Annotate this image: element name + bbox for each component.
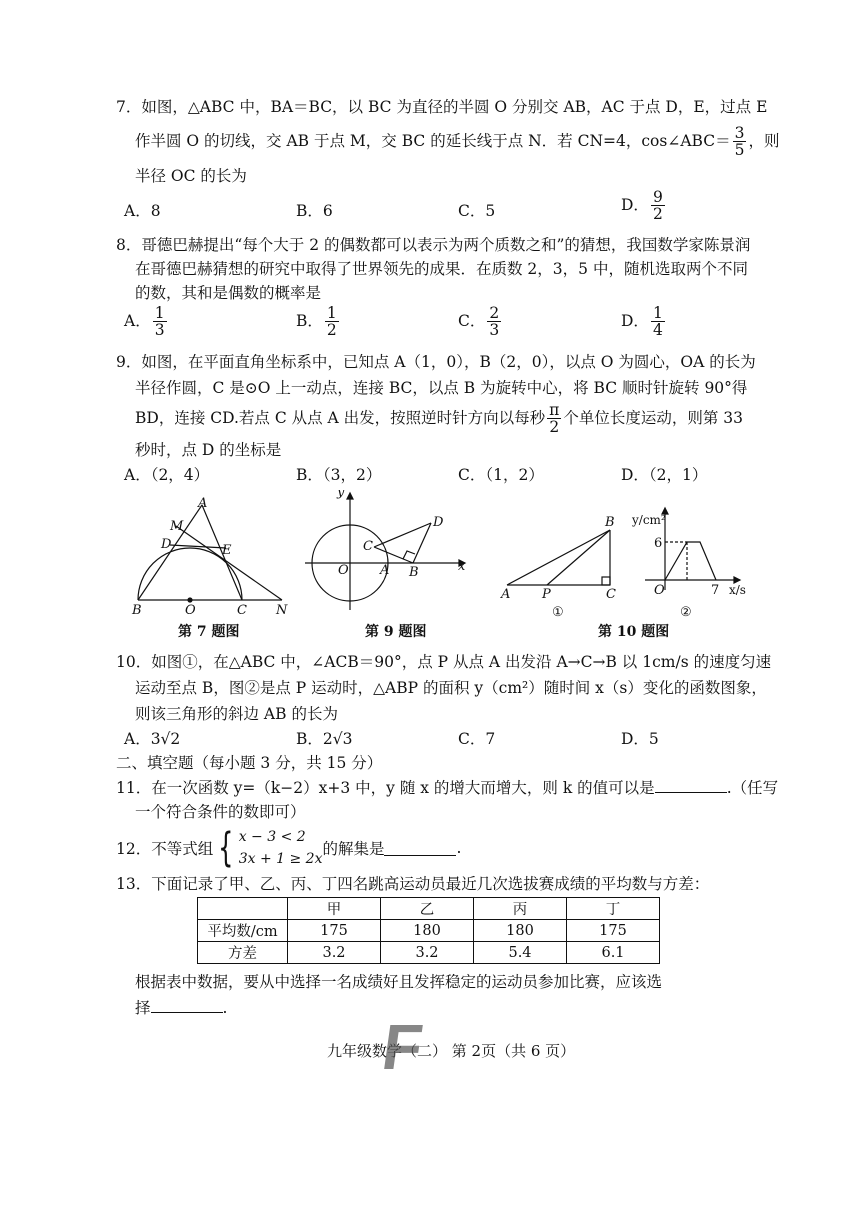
caption-fig7: 第 7 题图 xyxy=(178,624,240,640)
q7-line1: 7．如图，△ABC 中，BA＝BC，以 BC 为直径的半圆 O 分别交 AB，AC 于点 D，E，过点 E xyxy=(116,98,768,116)
f10b-tick-7: 7 xyxy=(711,583,720,598)
q8-line2: 在哥德巴赫猜想的研究中取得了世界领先的成果．在质数 2，3，5 中，随机选取两个不同 xyxy=(135,260,748,278)
q10-line1: 10．如图①，在△ABC 中，∠ACB＝90°，点 P 从点 A 出发沿 A→C→B 以 1cm/s 的速度匀速 xyxy=(116,653,772,671)
q7-option-a: A．8 xyxy=(124,202,161,220)
table-cell: 175 xyxy=(567,920,660,942)
table-cell: 丙 xyxy=(474,898,567,920)
f10a-label-b: B xyxy=(605,515,615,530)
q7-line2: 作半圆 O 的切线，交 AB 于点 M，交 BC 的延长线于点 N．若 CN=4，cos∠ABC＝ $\frac{3}{5}$ ，则 xyxy=(135,124,780,160)
table-row xyxy=(198,942,660,964)
f7-label-a: A xyxy=(198,496,208,511)
figure-9 xyxy=(305,490,466,640)
f9-label-d: D xyxy=(433,515,444,530)
section-heading: 二、填空题（每小题 3 分，共 15 分） xyxy=(116,754,383,772)
table-cell: 3.2 xyxy=(288,942,381,964)
f7-label-o: O xyxy=(185,603,196,618)
q7-option-c: C．5 xyxy=(458,202,496,220)
f10a-label-c: C xyxy=(606,587,616,602)
f7-label-n: N xyxy=(276,603,288,618)
q8-line1: 8．哥德巴赫提出“每个大于 2 的偶数都可以表示为两个质数之和”的猜想，我国数学家陈景润 xyxy=(116,236,751,254)
figures-row xyxy=(120,490,760,640)
q13-answer-blank[interactable] xyxy=(151,998,223,1013)
caption-fig10: 第 10 题图 xyxy=(598,624,670,640)
q9-line4: 秒时，点 D 的坐标是 xyxy=(135,441,282,459)
q7-option-b: B．6 xyxy=(296,202,333,220)
table-cell: 180 xyxy=(381,920,474,942)
q12-line: 12．不等式组 { x − 3 < 2 3x + 1 ≥ 2x 的解集是 . xyxy=(116,825,462,871)
caption-fig9: 第 9 题图 xyxy=(365,624,427,640)
page-footer: 九年级数学（二） 第 2页（共 6 页） xyxy=(327,1042,576,1060)
f9-label-y: y xyxy=(337,490,345,500)
f7-label-e: E xyxy=(222,543,232,558)
q10-option-d: D．5 xyxy=(621,730,659,748)
q8-line3: 的数，其和是偶数的概率是 xyxy=(135,284,322,302)
f10b-num: ② xyxy=(680,605,692,620)
q8-option-c: C． $\frac{2}{3}$ xyxy=(458,304,500,340)
q9-option-a: A．（2，4） xyxy=(124,466,210,484)
f10a-label-p: P xyxy=(542,587,551,602)
f10b-ylabel: y/cm² xyxy=(632,513,666,527)
f7-label-b: B xyxy=(132,603,142,618)
q9-line3: BD，连接 CD.若点 C 从点 A 出发，按照逆时针方向以每秒 $\frac{\pi}{2}$ 个单位长度运动，则第 33 xyxy=(135,401,744,437)
q10-option-a: A．3√2 xyxy=(124,730,181,748)
table-cell xyxy=(198,898,288,920)
table-cell: 平均数/cm xyxy=(198,920,288,942)
q9-option-d: D．（2，1） xyxy=(621,466,708,484)
q12-ineq-2: 3x + 1 ≥ 2x xyxy=(238,851,323,867)
table-cell: 乙 xyxy=(381,898,474,920)
q9-line2: 半径作圆，C 是⊙O 上一动点，连接 BC，以点 B 为旋转中心，将 BC 顺时针旋转 90°得 xyxy=(135,379,748,397)
q8-option-b: B． $\frac{1}{2}$ xyxy=(296,304,337,340)
q13-after2: 择 . xyxy=(135,999,228,1017)
q12-answer-blank[interactable] xyxy=(384,841,456,856)
q9-option-c: C．（1，2） xyxy=(458,466,544,484)
table-cell: 甲 xyxy=(288,898,381,920)
q9-line1: 9．如图，在平面直角坐标系中，已知点 A（1，0），B（2，0），以点 O 为圆心，OA 的长为 xyxy=(116,353,756,371)
q11-line2: 一个符合条件的数即可） xyxy=(135,803,306,821)
q13-table xyxy=(197,897,660,964)
q7-line3: 半径 OC 的长为 xyxy=(135,167,247,185)
q11-line1: 11．在一次函数 y=（k−2）x+3 中，y 随 x 的增大而增大，则 k 的值可以是 .（任写 xyxy=(116,779,779,797)
q8-option-a: A． $\frac{1}{3}$ xyxy=(124,304,165,340)
f7-label-d: D xyxy=(161,537,172,552)
q9-option-b: B．（3，2） xyxy=(296,466,382,484)
f9-label-o: O xyxy=(338,563,349,578)
f10a-num: ① xyxy=(552,605,564,620)
f9-label-a: A xyxy=(380,563,390,578)
q7-option-d: D． $\frac{9}{2}$ xyxy=(621,188,663,224)
f10b-xlabel: x/s xyxy=(729,583,746,597)
f10b-label-o: O xyxy=(654,583,665,598)
f7-label-c: C xyxy=(237,603,247,618)
q10-option-c: C．7 xyxy=(458,730,496,748)
table-cell: 180 xyxy=(474,920,567,942)
f10a-label-a: A xyxy=(501,587,511,602)
figure-7 xyxy=(131,496,288,640)
table-row xyxy=(198,920,660,942)
f9-label-x: x xyxy=(458,559,466,574)
q10-option-b: B．2√3 xyxy=(296,730,353,748)
q10-line2: 运动至点 B，图②是点 P 运动时，△ABP 的面积 y（cm²）随时间 x（s）变化的函数图象， xyxy=(135,679,767,697)
f7-label-m: M xyxy=(170,519,184,534)
table-cell: 方差 xyxy=(198,942,288,964)
stamp-logo: F xyxy=(377,1011,426,1083)
q8-option-d: D． $\frac{1}{4}$ xyxy=(621,304,663,340)
f9-label-c: C xyxy=(363,539,373,554)
table-header-row xyxy=(198,898,660,920)
table-cell: 175 xyxy=(288,920,381,942)
q13-after1: 根据表中数据，要从中选择一名成绩好且发挥稳定的运动员参加比赛，应该选 xyxy=(135,973,663,991)
table-cell: 6.1 xyxy=(567,942,660,964)
table-cell: 3.2 xyxy=(381,942,474,964)
f10b-tick-6: 6 xyxy=(654,536,663,551)
figure-10-2 xyxy=(598,508,746,640)
q10-line3: 则该三角形的斜边 AB 的长为 xyxy=(135,705,338,723)
q12-ineq-1: x − 3 < 2 xyxy=(238,829,306,845)
f9-label-b: B xyxy=(409,565,419,580)
q13-line1: 13．下面记录了甲、乙、丙、丁四名跳高运动员最近几次选拔赛成绩的平均数与方差： xyxy=(116,875,710,893)
table-cell: 5.4 xyxy=(474,942,567,964)
q11-answer-blank[interactable] xyxy=(655,778,727,793)
table-cell: 丁 xyxy=(567,898,660,920)
figure-10-1 xyxy=(500,515,616,620)
